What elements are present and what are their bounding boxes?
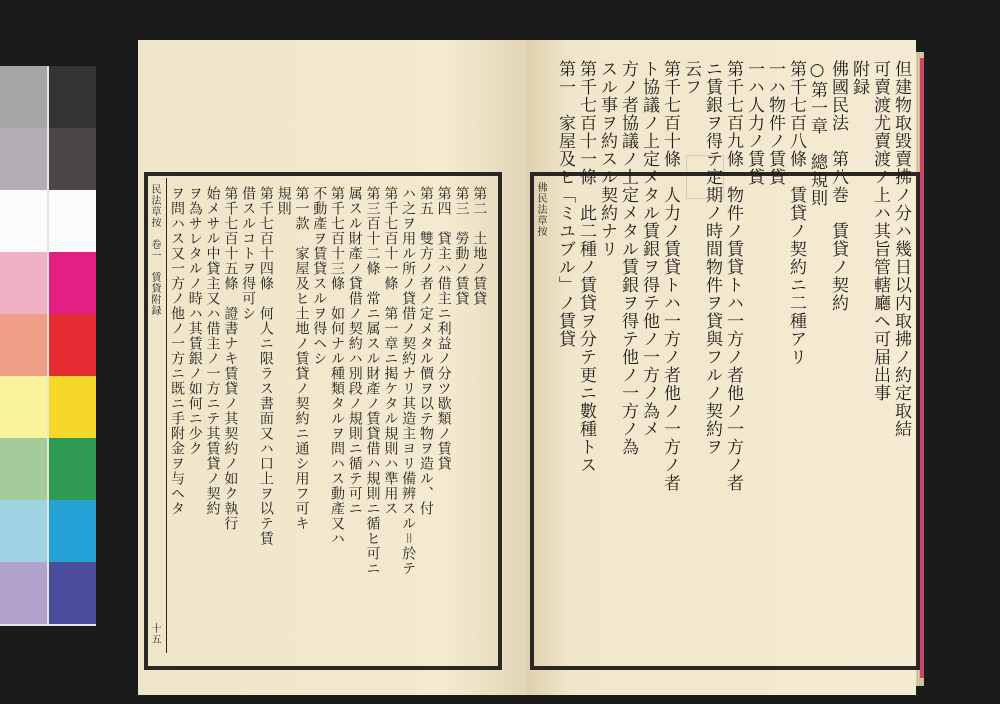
text-column: 第一 家屋及ヒ「ミユブル」ノ賃貸: [555, 60, 575, 348]
text-column: 佛國民法 第八巻 賃貸ノ契約: [828, 60, 848, 312]
left-running-head-bar: [146, 178, 167, 653]
text-column: ニ賃銀ヲ得テ定期ノ時間物件ヲ貸與フルノ契約ヲ: [702, 60, 722, 456]
text-column: 不動產ヲ賃貸スルヲ得ヘシ: [311, 186, 328, 366]
text-column: 第千七百十條 人力ノ賃貸トハ一方ノ者他ノ一方ノ者: [660, 60, 680, 492]
text-column: 規則: [275, 186, 292, 216]
swatch-red: [49, 314, 96, 376]
pink-edge: [920, 58, 924, 678]
text-column: 第千七百九條 物件ノ賃貸トハ一方ノ者他ノ一方ノ者: [723, 60, 743, 492]
text-column: 第五 雙方ノ者ノ定メタル價ヲ以テ物ヲ造ル、付: [417, 186, 434, 516]
text-column: ト協議ノ上定メタル賃銀ヲ得テ他ノ一方ノ為メ: [639, 60, 659, 438]
text-column: 第一款 家屋及ヒ土地ノ賃貸ノ契約ニ通シ用フ可キ: [293, 186, 310, 531]
swatch-blue: [49, 562, 96, 624]
text-column: 第四 貸主ハ借主ニ利益ノ分ツ歇類ノ賃貸: [435, 186, 452, 471]
text-column: ヲ為サレタルノ時ハ其賃銀ノ如何ニ少ク: [186, 186, 203, 456]
swatch-white-2: [49, 190, 96, 252]
text-column: ヲ問ハス又一方ノ他ノ一方ニ既ニ手附金ヲ与ヘタ: [169, 186, 185, 516]
text-column: 第千七百八條 賃貸ノ契約ニ二種アリ: [786, 60, 806, 366]
open-book: [138, 40, 924, 695]
swatch-pale-cyan: [0, 500, 47, 562]
text-column: 借スルコトヲ得可シ: [240, 186, 257, 321]
text-column: 始メサル中貸主又ハ借主ノ一方ニテ其賃貸ノ契約: [204, 186, 221, 516]
text-column: 第二 土地ノ賃貸: [471, 186, 488, 306]
text-column: 可賣渡尤賣渡ノ上ハ其旨管轄廳ヘ可届出事: [870, 60, 890, 402]
text-column: ○第一章 總規則: [807, 60, 827, 207]
swatch-light-gray: [0, 66, 47, 128]
text-column: 第千七百十四條 何人ニ限ラス書面又ハ口上ヲ以テ賃: [257, 186, 274, 546]
color-calibration-strip: [0, 66, 96, 626]
swatch-pink: [0, 252, 47, 314]
text-column: 第千七百十五條 證書ナキ賃貸ノ其契約ノ如ク執行: [222, 186, 239, 531]
swatch-salmon: [0, 314, 47, 376]
text-column: 第三百十二條 常ニ属スル財產ノ賃貸借ハ規則ニ循ヒ可ニ: [364, 186, 381, 576]
text-column: 属スル財產ノ貸借ノ契約ハ別段ノ規則ニ循テ可ニ: [346, 186, 363, 516]
swatch-magenta: [49, 252, 96, 314]
text-column: 方ノ者協議ノ上定メタル賃銀ヲ得テ他ノ一方ノ為: [618, 60, 638, 456]
swatch-pale-green: [0, 438, 47, 500]
right-running-head: 佛民法草按: [535, 182, 546, 237]
swatch-lavender: [0, 562, 47, 624]
swatch-mauve: [0, 128, 47, 190]
swatch-yellow: [49, 376, 96, 438]
text-column: 第三 勞動ノ賃貸: [453, 186, 470, 306]
text-column: 第千七百十一條 此二種ノ賃貸ヲ分テ更ニ數種トス: [576, 60, 596, 474]
text-column: 一ハ物件ノ賃貸: [765, 60, 785, 186]
swatch-green: [49, 438, 96, 500]
text-column: 一ハ人力ノ賃貸: [744, 60, 764, 186]
swatch-white: [0, 190, 47, 252]
left-running-head: 民法草按 卷一 賃貸附録: [149, 184, 160, 316]
text-column: 附録: [849, 60, 869, 96]
text-column: 第千七百十三條 如何ナル種類タルヲ問ハス動產又ハ: [329, 186, 345, 546]
left-page-number: 十五: [149, 623, 160, 645]
swatch-charcoal: [49, 128, 96, 190]
swatch-dark-gray: [49, 66, 96, 128]
swatch-pale-yellow: [0, 376, 47, 438]
text-column: 但建物取毀賣拂ノ分ハ幾日以内取拂ノ約定取結: [891, 60, 911, 438]
text-column: 云フ: [681, 60, 701, 96]
swatch-cyan: [49, 500, 96, 562]
text-column: ハ之ヲ用ル所ノ貸借ノ契約ナリ其造主ヨリ備辨スル＝於テ: [400, 186, 417, 576]
text-column: スル事ヲ約スル契約ナリ: [597, 60, 617, 258]
text-column: 第千七百十一條 第一章ニ掲ケタル規則ハ準用ス: [382, 186, 399, 516]
right-running-head-bar: [532, 178, 552, 348]
